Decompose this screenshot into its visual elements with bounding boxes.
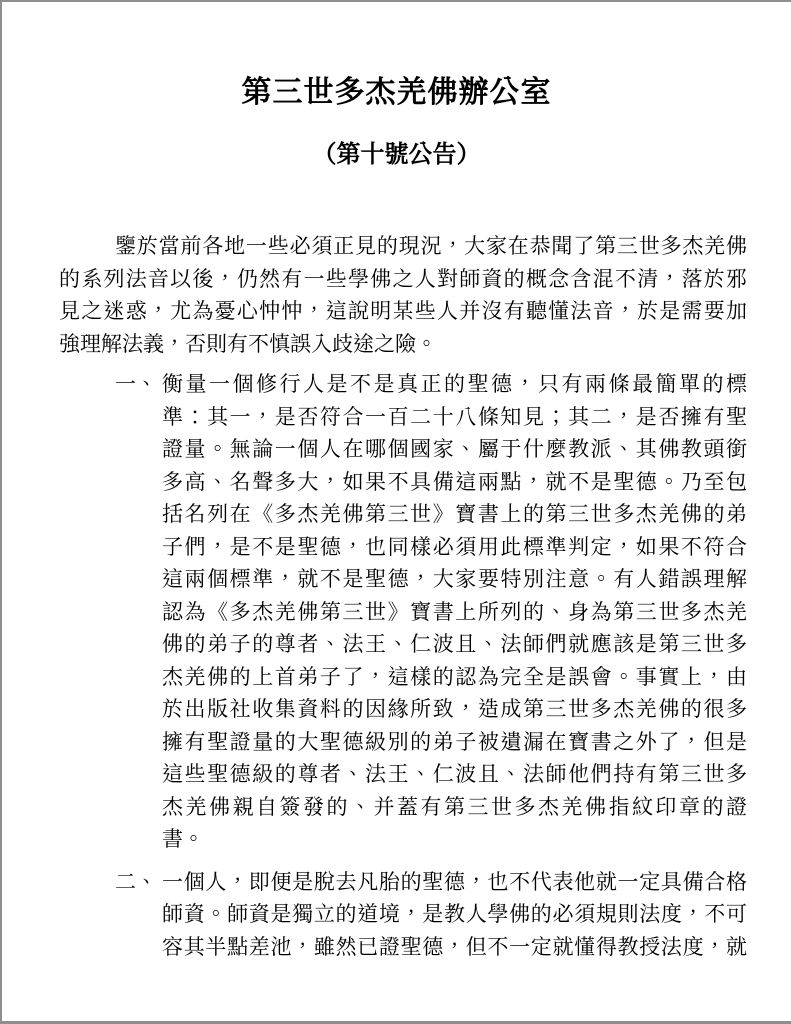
text-line: 於出版社收集資料的因緣所致，造成第三世多杰羌佛的很多 xyxy=(162,697,747,721)
item-number: 二、 xyxy=(115,869,157,894)
text-line: 師資。師資是獨立的道境，是教人學佛的必須規則法度，不可 xyxy=(162,902,747,926)
text-line: 見之迷惑，尤為憂心忡忡，這說明某些人并沒有聽懂法音，於是需要加 xyxy=(59,299,747,323)
text-line: 認為《多杰羌佛第三世》寶書上所列的、身為第三世多杰羌 xyxy=(162,599,747,624)
list-item xyxy=(59,866,747,964)
text-line: 佛的弟子的尊者、法王、仁波且、法師們就應該是第三世多 xyxy=(162,632,747,656)
text-line: 衡量一個修行人是不是真正的聖德，只有兩條最簡單的標 xyxy=(162,372,747,396)
text-line: 一個人，即便是脫去凡胎的聖德，也不代表他就一定具備合格 xyxy=(162,869,747,894)
text-line: 擁有聖證量的大聖德級別的弟子被遺漏在寶書之外了，但是 xyxy=(162,729,747,754)
text-line: 容其半點差池，雖然已證聖德，但不一定就懂得教授法度，就 xyxy=(162,934,747,959)
text-line: 多高、名聲多大，如果不具備這兩點，就不是聖德。乃至包 xyxy=(162,469,747,494)
text-line: 子們，是不是聖德，也同樣必須用此標準判定，如果不符合 xyxy=(162,534,747,559)
list-item xyxy=(59,368,747,856)
item-text xyxy=(162,866,747,964)
text-line: 杰羌佛親自簽發的、并蓋有第三世多杰羌佛指紋印章的證 xyxy=(162,794,747,819)
document-body xyxy=(59,230,747,963)
text-line: 鑒於當前各地一些必須正見的現況，大家在恭聞了第三世多杰羌佛 xyxy=(115,234,747,258)
text-line: 證量。無論一個人在哪個國家、屬于什麼教派、其佛教頭銜 xyxy=(162,437,747,461)
text-line: 這些聖德級的尊者、法王、仁波且、法師他們持有第三世多 xyxy=(162,762,747,786)
announcement-list xyxy=(59,368,747,963)
intro-paragraph xyxy=(59,230,747,360)
text-line: 的系列法音以後，仍然有一些學佛之人對師資的概念含混不清，落於邪 xyxy=(59,266,747,291)
item-text xyxy=(162,368,747,856)
document-subtitle: （第十號公告） xyxy=(312,142,481,168)
text-line: 這兩個標準，就不是聖德，大家要特別注意。有人錯誤理解 xyxy=(162,567,747,591)
item-number: 一、 xyxy=(115,372,157,396)
text-line: 書。 xyxy=(162,827,204,851)
document-title: 第三世多杰羌佛辦公室 xyxy=(241,76,552,109)
text-line: 括名列在《多杰羌佛第三世》寶書上的第三世多杰羌佛的弟 xyxy=(162,502,747,526)
text-line: 強理解法義，否則有不慎誤入歧途之險。 xyxy=(59,331,437,356)
text-line: 杰羌佛的上首弟子了，這樣的認為完全是誤會。事實上，由 xyxy=(162,664,747,689)
text-line: 準：其一，是否符合一百二十八條知見；其二，是否擁有聖 xyxy=(162,404,747,429)
